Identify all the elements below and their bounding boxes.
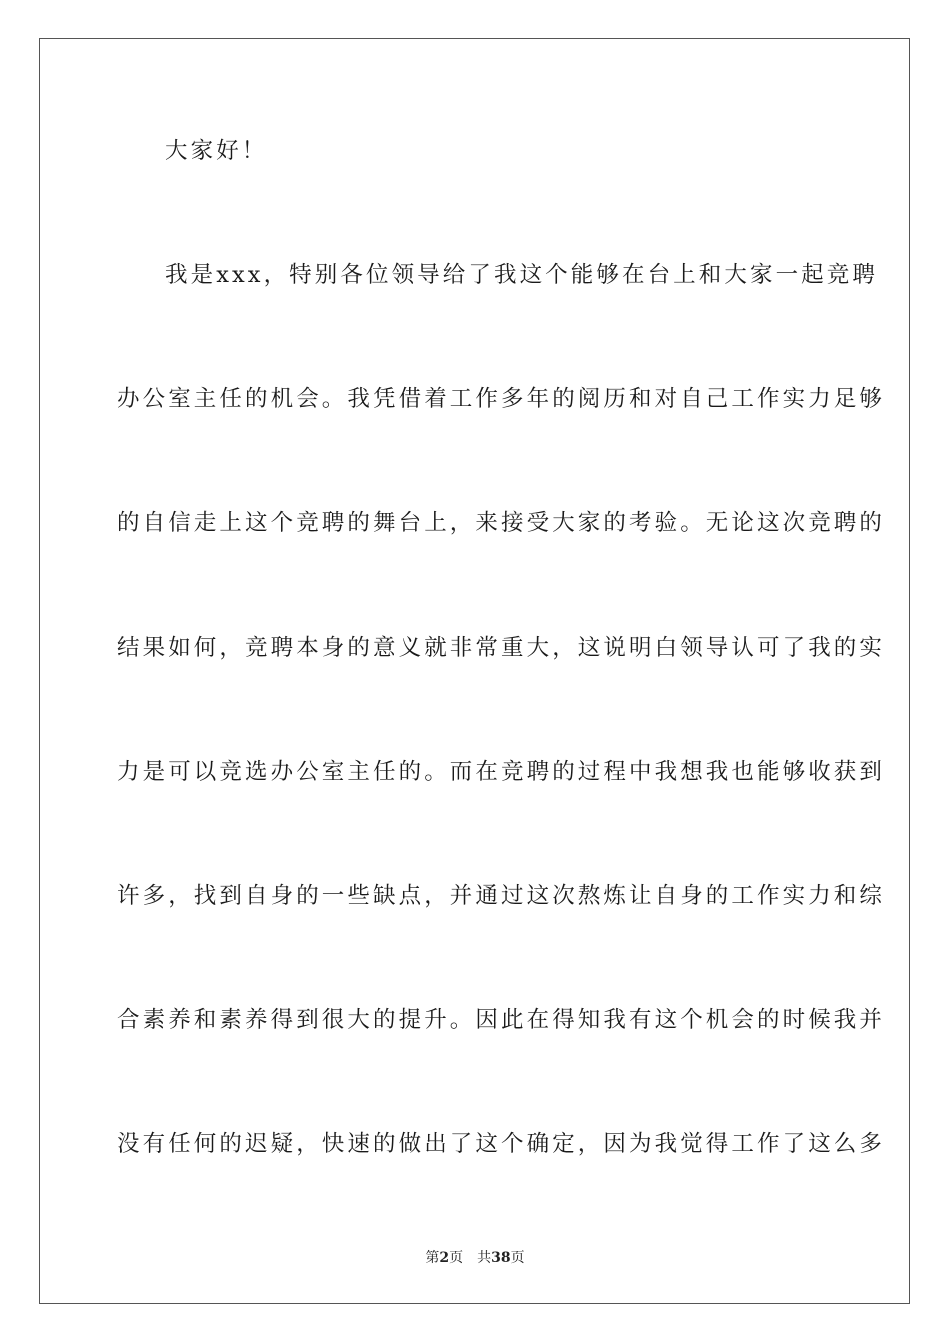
paragraph-line-3: 的自信走上这个竞聘的舞台上，来接受大家的考验。无论这次竞聘的 xyxy=(117,510,886,536)
page-frame xyxy=(39,38,910,1304)
current-page-number: 2 xyxy=(439,1250,450,1266)
total-page-count: 38 xyxy=(491,1250,511,1266)
paragraph-line-5: 力是可以竞选办公室主任的。而在竞聘的过程中我想我也能够收获到 xyxy=(117,759,886,785)
page-suffix: 页 xyxy=(449,1250,464,1266)
total-suffix: 页 xyxy=(510,1250,525,1266)
paragraph-line-4: 结果如何，竞聘本身的意义就非常重大，这说明白领导认可了我的实 xyxy=(117,635,886,661)
paragraph-line-8: 没有任何的迟疑，快速的做出了这个确定，因为我觉得工作了这么多 xyxy=(117,1131,886,1157)
page-prefix: 第 xyxy=(425,1250,440,1266)
paragraph-line-6: 许多，找到自身的一些缺点，并通过这次熬炼让自身的工作实力和综 xyxy=(117,883,886,909)
greeting-line: 大家好！ xyxy=(165,138,268,164)
paragraph-line-7: 合素养和素养得到很大的提升。因此在得知我有这个机会的时候我并 xyxy=(117,1007,886,1033)
page-footer xyxy=(0,1248,950,1268)
total-prefix: 共 xyxy=(477,1250,492,1266)
paragraph-line-2: 办公室主任的机会。我凭借着工作多年的阅历和对自己工作实力足够 xyxy=(117,386,886,412)
paragraph-line-1: 我是xxx，特别各位领导给了我这个能够在台上和大家一起竞聘 xyxy=(165,262,878,288)
